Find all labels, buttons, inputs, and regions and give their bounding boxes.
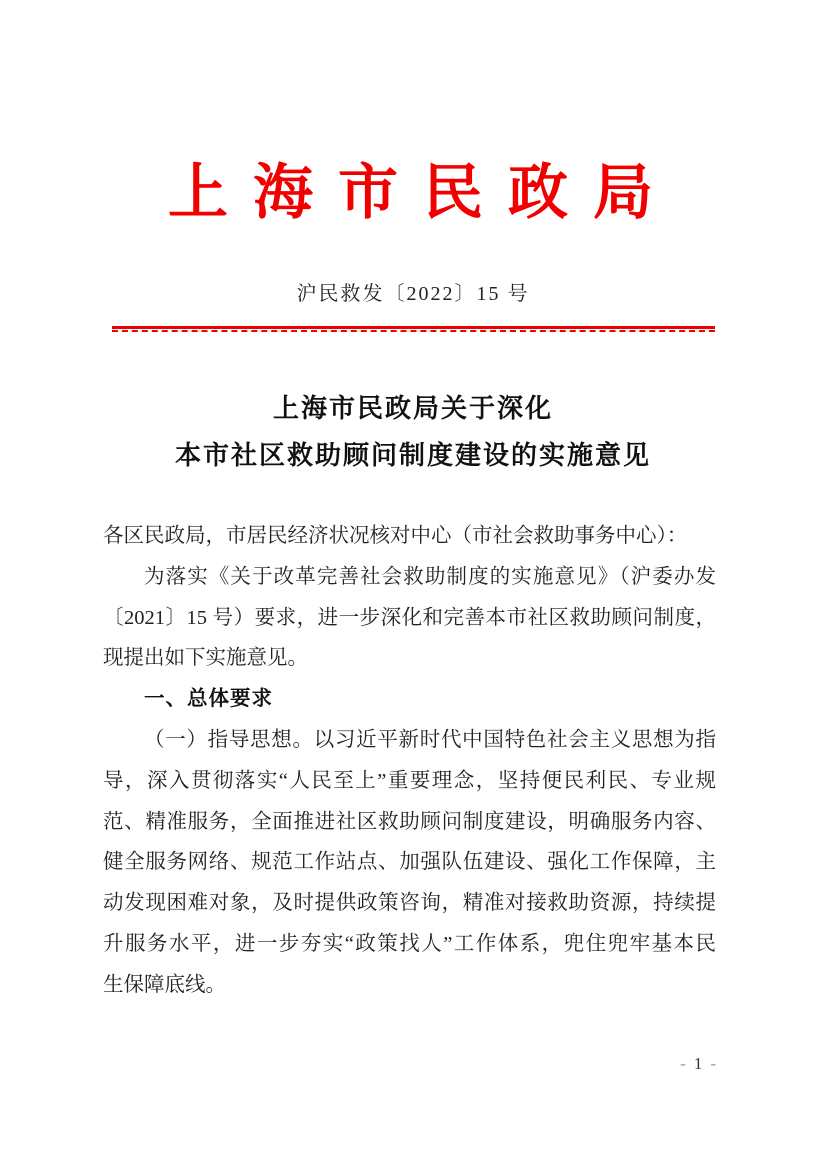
- page-number-dash-right: -: [710, 1053, 716, 1073]
- body-line: 导，深入贯彻落实“人民至上”重要理念，坚持便民利民、专业规: [103, 769, 716, 792]
- body-line: 范、精准服务，全面推进社区救助顾问制度建设，明确服务内容、: [103, 810, 716, 833]
- body-line: 为落实《关于改革完善社会救助制度的实施意见》（沪委办发: [144, 565, 716, 588]
- document-title-line2: 本市社区救助顾问制度建设的实施意见: [174, 441, 651, 470]
- document-title-line1: 上海市民政局关于深化: [272, 394, 553, 423]
- page-number-dash-left: -: [680, 1053, 686, 1073]
- document-title: [0, 385, 826, 479]
- section-heading-overall-requirements: 一、总体要求: [144, 687, 273, 711]
- body-line-salutation: 各区民政局，市居民经济状况核对中心（市社会救助事务中心）：: [103, 525, 688, 547]
- body-line: 升服务水平，进一步夯实“政策找人”工作体系，兜住兜牢基本民: [103, 932, 716, 955]
- agency-letterhead-title: 上 海 市 民 政 局: [168, 160, 658, 226]
- red-divider-line: [112, 326, 715, 332]
- document-body: [103, 516, 716, 1006]
- document-reference-number: 沪民救发〔2022〕15 号: [296, 283, 530, 305]
- body-line: 现提出如下实施意见。: [103, 647, 308, 670]
- page-number: 1: [693, 1053, 703, 1073]
- page-footer: [103, 1054, 716, 1074]
- body-line: 动发现困难对象，及时提供政策咨询，精准对接救助资源，持续提: [103, 892, 716, 915]
- body-line: （一）指导思想。以习近平新时代中国特色社会主义思想为指: [144, 728, 716, 751]
- body-line: 健全服务网络、规范工作站点、加强队伍建设、强化工作保障，主: [103, 851, 716, 874]
- body-line: 〔2021〕15 号）要求，进一步深化和完善本市社区救助顾问制度，: [103, 606, 716, 629]
- body-line: 生保障底线。: [103, 973, 226, 996]
